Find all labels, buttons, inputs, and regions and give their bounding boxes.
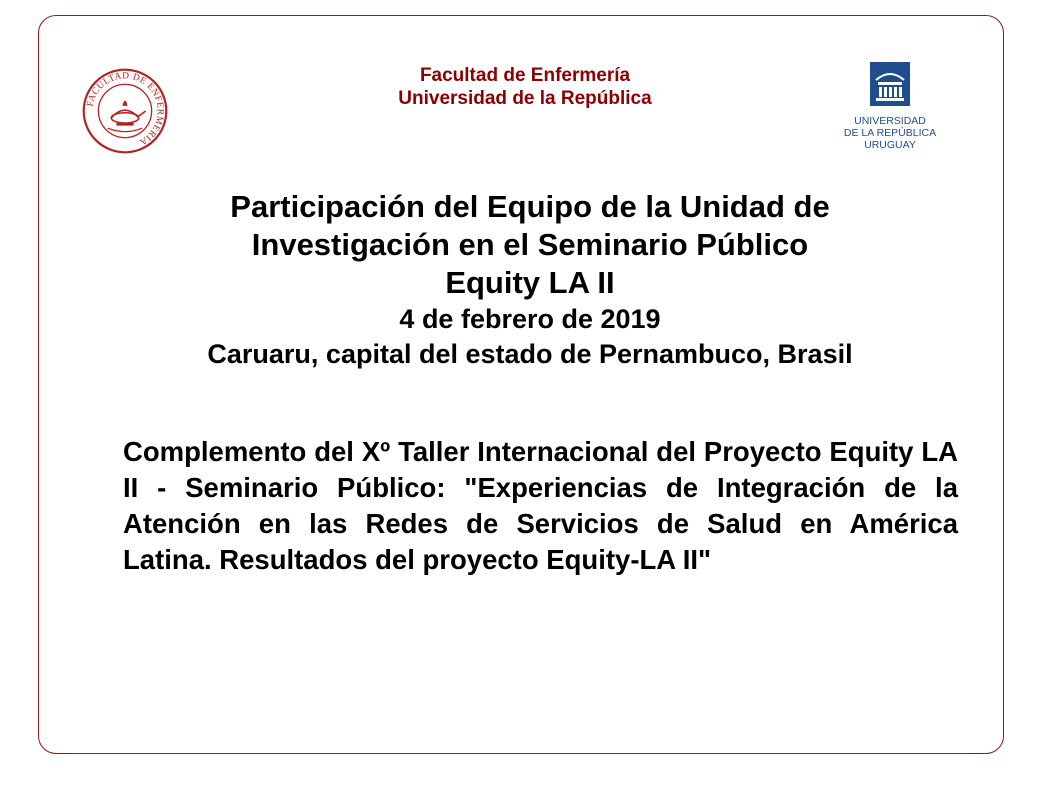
event-place: Caruaru, capital del estado de Pernambuco, Brasil [207, 339, 853, 369]
event-date: 4 de febrero de 2019 [399, 304, 661, 334]
logo-line-3: URUGUAY [864, 139, 916, 151]
facultad-de-enfermeria-seal-icon [82, 68, 168, 154]
svg-text:FACULTAD DE ENFERMERIA [86, 71, 165, 147]
logo-line-2: DE LA REPÚBLICA [843, 127, 937, 139]
header [300, 64, 750, 110]
logo-line-1: UNIVERSIDAD [854, 115, 926, 127]
university-name: Universidad de la República [398, 88, 652, 109]
seal-text: FACULTAD DE ENFERMERIA [85, 71, 165, 147]
title-line-1: Participación del Equipo de la Unidad de [230, 189, 830, 224]
title-line-2: Investigación en el Seminario Público [251, 227, 809, 262]
title-line-3: Equity LA II [445, 265, 615, 300]
universidad-de-la-republica-logo-icon [840, 60, 940, 155]
title-block [100, 188, 960, 372]
faculty-name: Facultad de Enfermería [419, 65, 631, 86]
body-paragraph: Complemento del Xº Taller Internacional del Proyecto Equity LA II - Seminario Público: "Experiencias de Integración de la Atención en las Redes de Servicios de Salud en América Latina. Resultados del proyecto Equity-LA II" [123, 436, 958, 575]
